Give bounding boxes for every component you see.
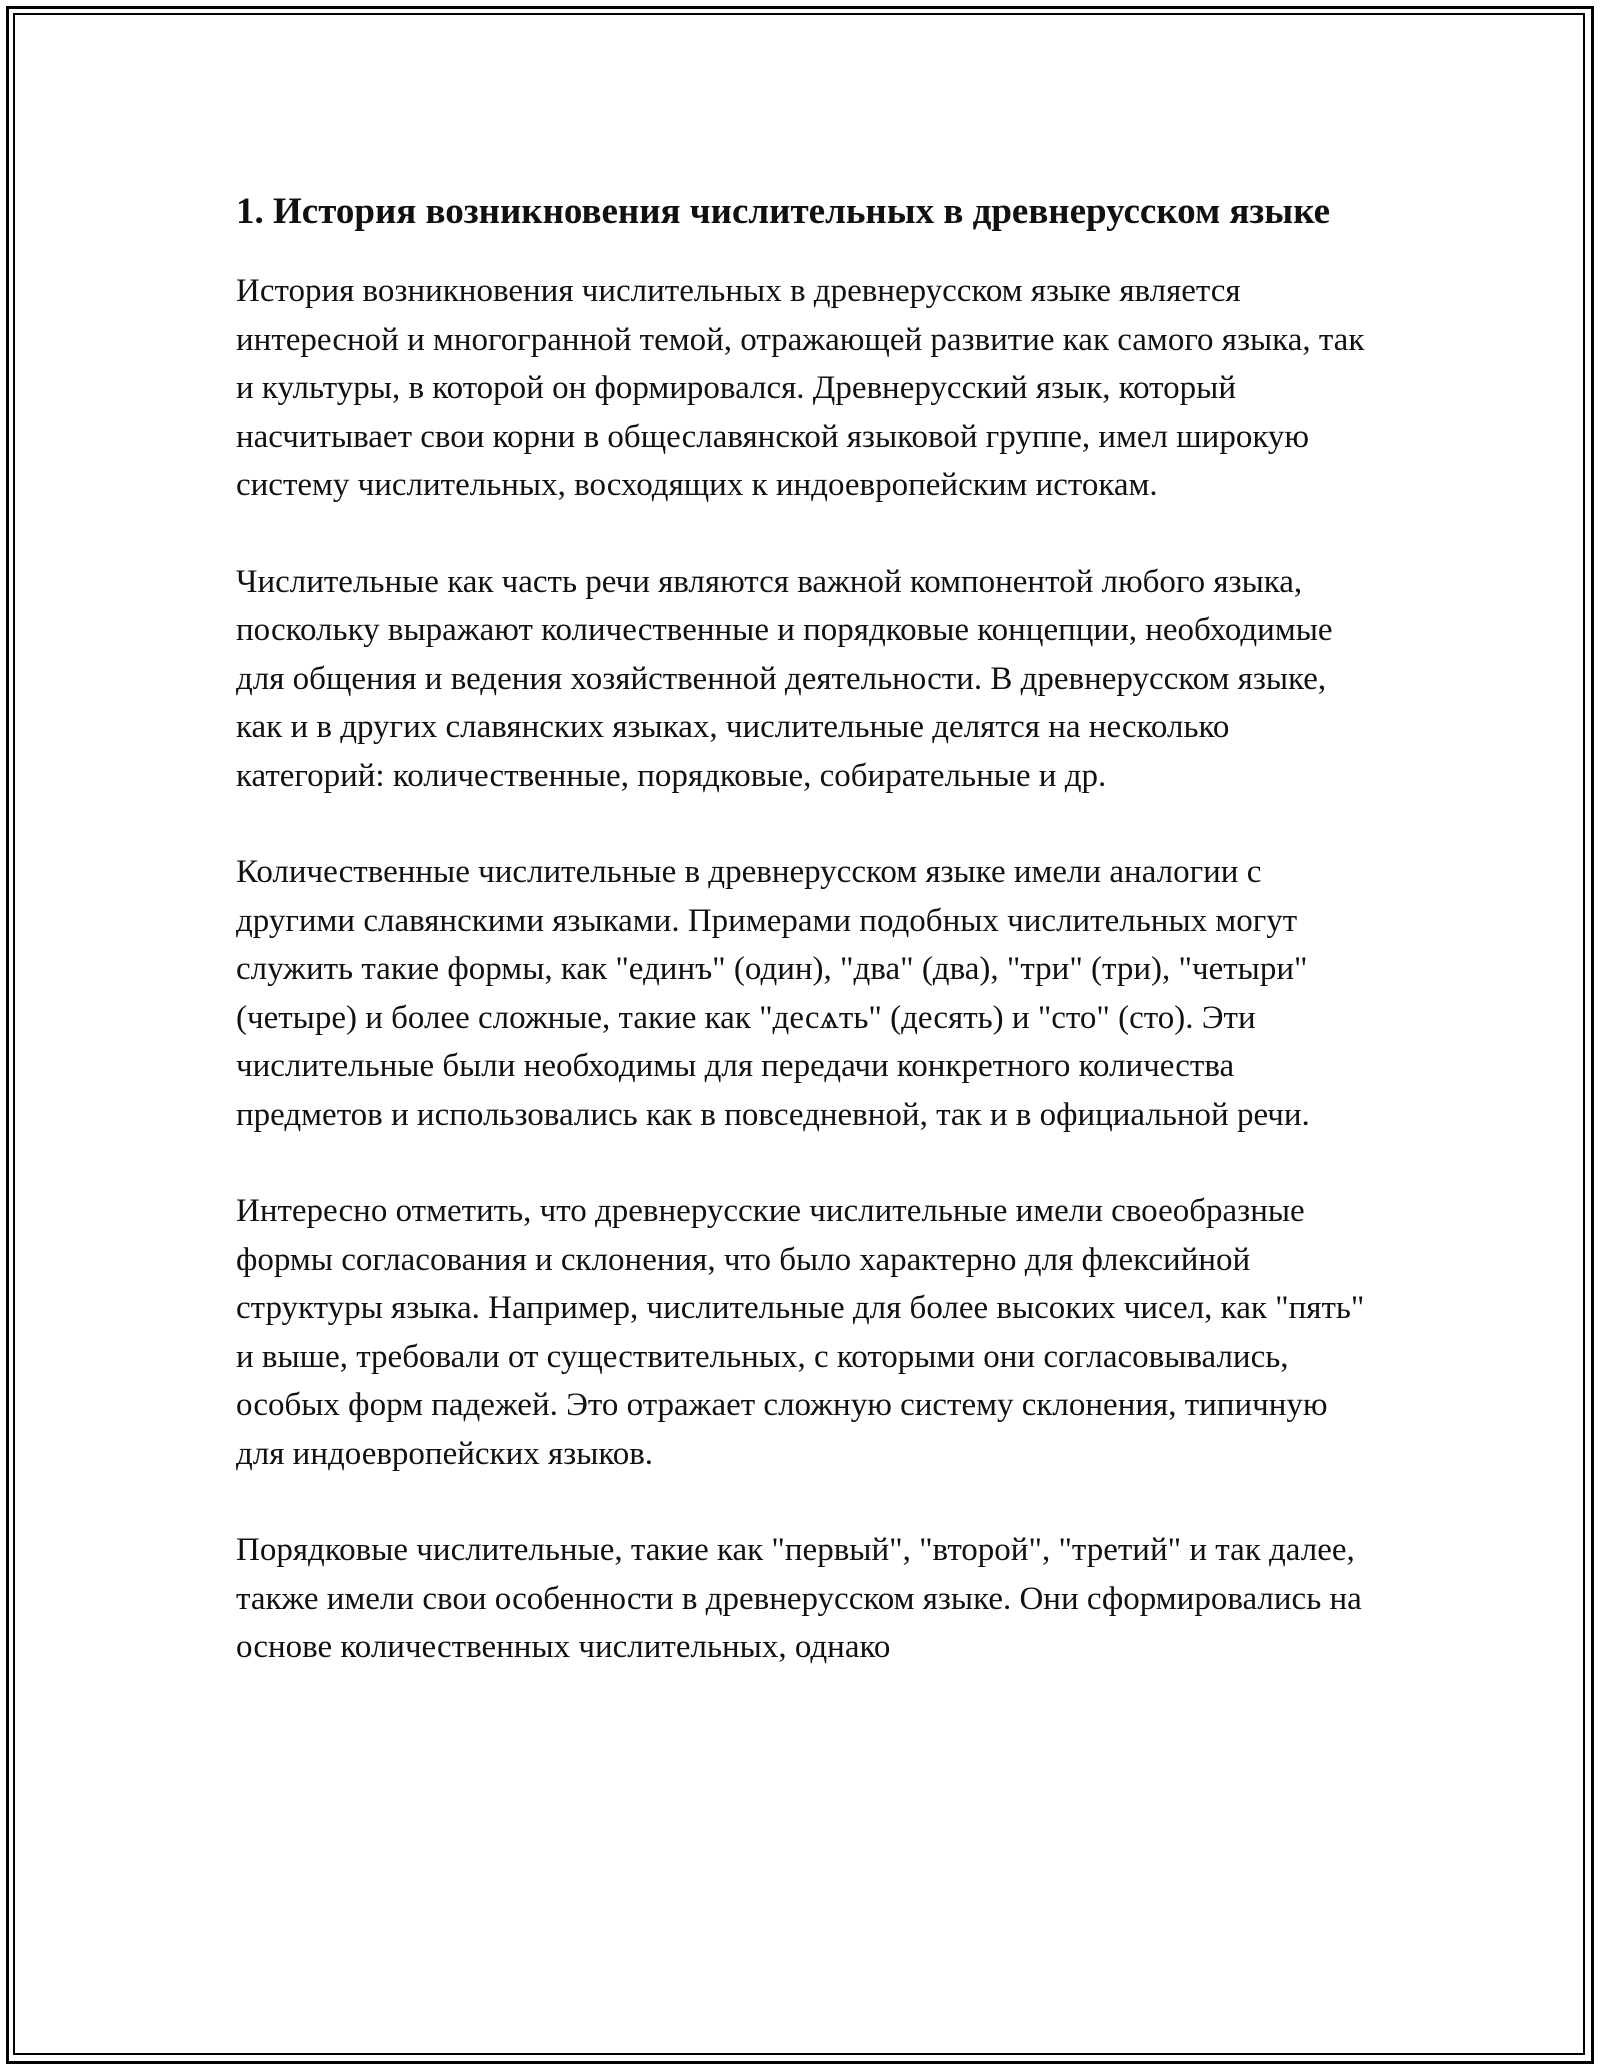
paragraph-intro: История возникновения числительных в древнерусском языке является интересной и многогранной темой, отражающей развитие как самого языка, так и культуры, в которой он формировался. Древнерусский язык, который насчитывает свои корни в общеславянской языковой группе, имел широкую систему числительных, восходящих к индоевропейским истокам. xyxy=(236,273,1365,503)
document-body xyxy=(236,184,1376,1720)
paragraph-ordinal-numerals: Порядковые числительные, такие как "первый", "второй", "третий" и так далее, также имели свои особенности в древнерусском языке. Они сформировались на основе количественных числительных, однако xyxy=(236,1532,1362,1665)
paragraph-cardinal-numerals: Количественные числительные в древнерусском языке имели аналогии с другими славянскими языками. Примерами подобных числительных могут служить такие формы, как "единъ" (один), "два" (два), "три" (три), "четыри" (четыре) и более сложные, такие как "десѧть" (десять) и "сто" (сто). Эти числительные были необходимы для передачи конкретного количества предметов и использовались как в повседневной, так и в официальной речи. xyxy=(236,854,1310,1133)
section-title: 1. История возникновения числительных в древнерусском языке xyxy=(236,191,1331,232)
paragraph-agreement: Интересно отметить, что древнерусские числительные имели своеобразные формы согласования и склонения, что было характерно для флексийной структуры языка. Например, числительные для более высоких чисел, как "пять" и выше, требовали от существительных, с которыми они согласовывались, особых форм падежей. Это отражает сложную систему склонения, типичную для индоевропейских языков. xyxy=(236,1193,1365,1472)
paragraph-parts-of-speech: Числительные как часть речи являются важной компонентой любого языка, поскольку выражают количественные и порядковые концепции, необходимые для общения и ведения хозяйственной деятельности. В древнерусском языке, как и в других славянских языках, числительные делятся на несколько категорий: количественные, порядковые, собирательные и др. xyxy=(236,563,1333,794)
